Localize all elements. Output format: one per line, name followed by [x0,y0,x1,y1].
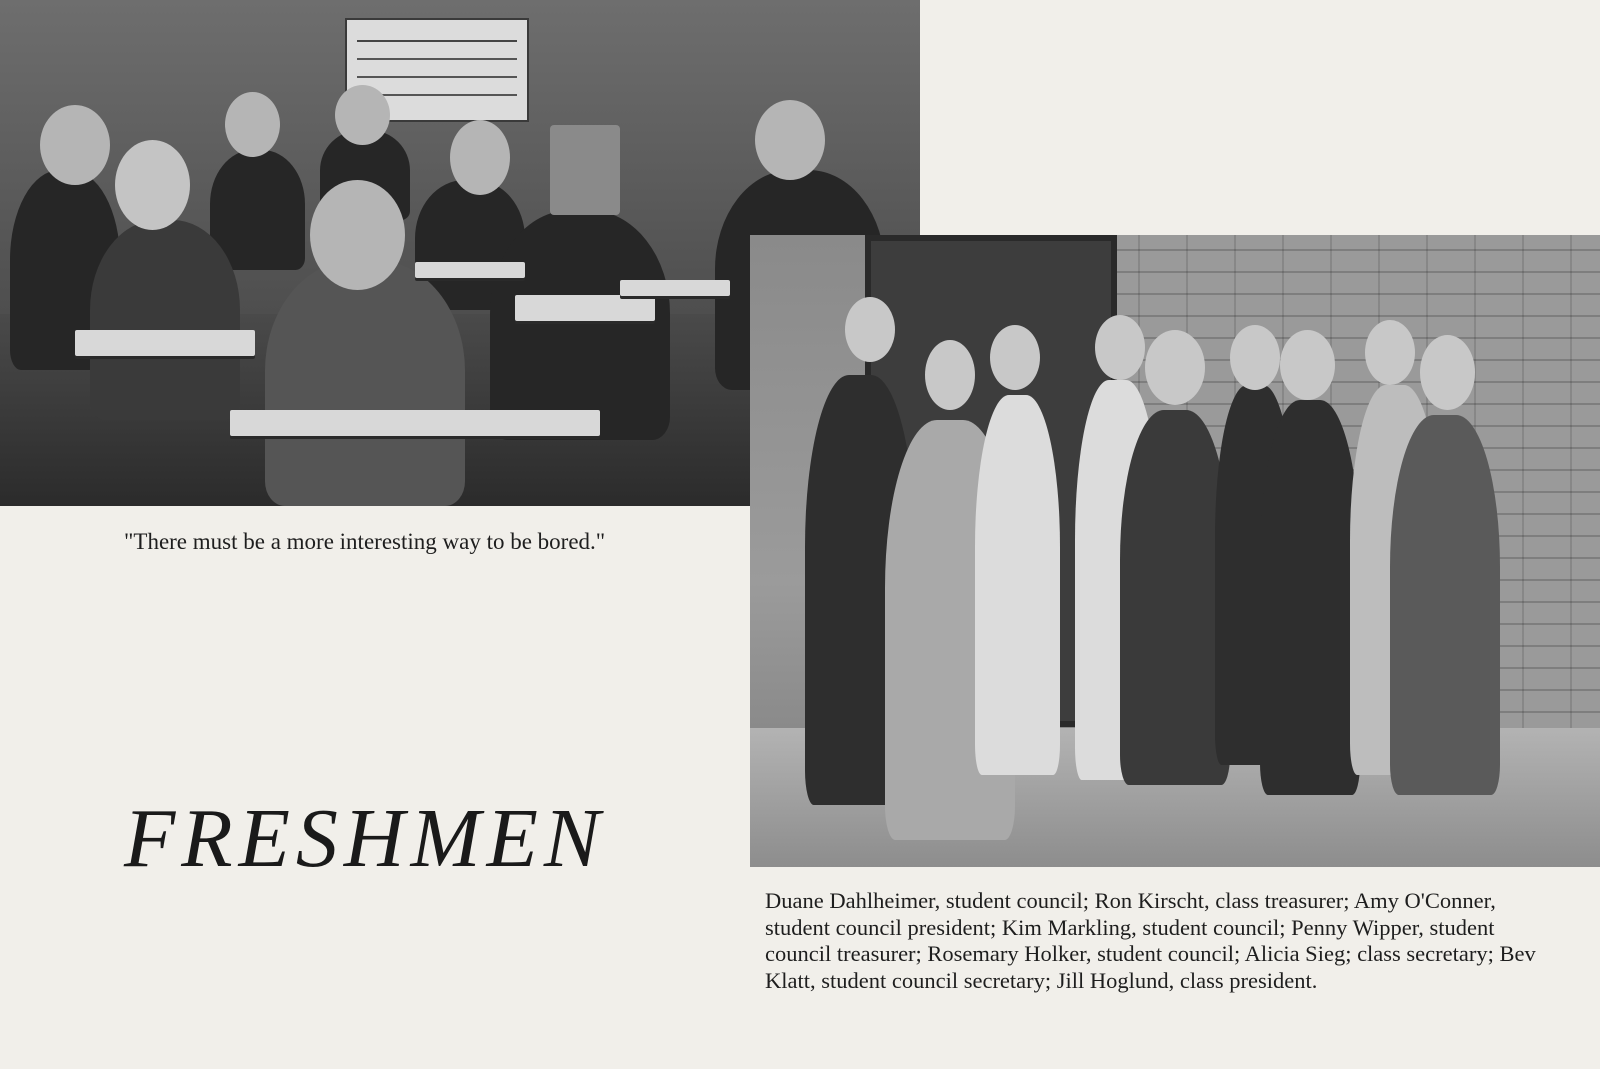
student-head [40,105,110,185]
student-face [925,340,975,410]
student-figure [265,260,465,506]
student-head [310,180,405,290]
student-face [1095,315,1145,380]
student-face [1280,330,1335,400]
student-figure [975,395,1060,775]
classroom-photo-caption: "There must be a more interesting way to be bored." [124,529,606,554]
student-head [225,92,280,157]
student-face [1420,335,1475,410]
desk [75,330,255,356]
student-figure [1120,410,1230,785]
student-face [1230,325,1280,390]
student-figure [90,220,240,420]
student-head [755,100,825,180]
student-face [1145,330,1205,405]
student-figure [490,210,670,440]
group-photo-caption: Duane Dahlheimer, student council; Ron Kirscht, class treasurer; Amy O'Conner, student council president; Kim Markling, student council; Penny Wipper, student council treasurer; Rosemary Holker, student council; Alicia Sieg; class secretary; Bev Klatt, student council secretary; Jill Hoglund, class president. [765,888,1536,993]
student-figure [1260,400,1360,795]
student-face [845,297,895,362]
student-face [990,325,1040,390]
student-head [115,140,190,230]
book-held-up [550,125,620,215]
student-head [450,120,510,195]
desk [415,262,525,278]
student-face [1365,320,1415,385]
desk [515,295,655,321]
desk [230,410,600,436]
desk [620,280,730,296]
section-title: FRESHMEN [124,792,606,885]
student-figure [1390,415,1500,795]
group-photo [750,235,1600,867]
student-head [335,85,390,145]
